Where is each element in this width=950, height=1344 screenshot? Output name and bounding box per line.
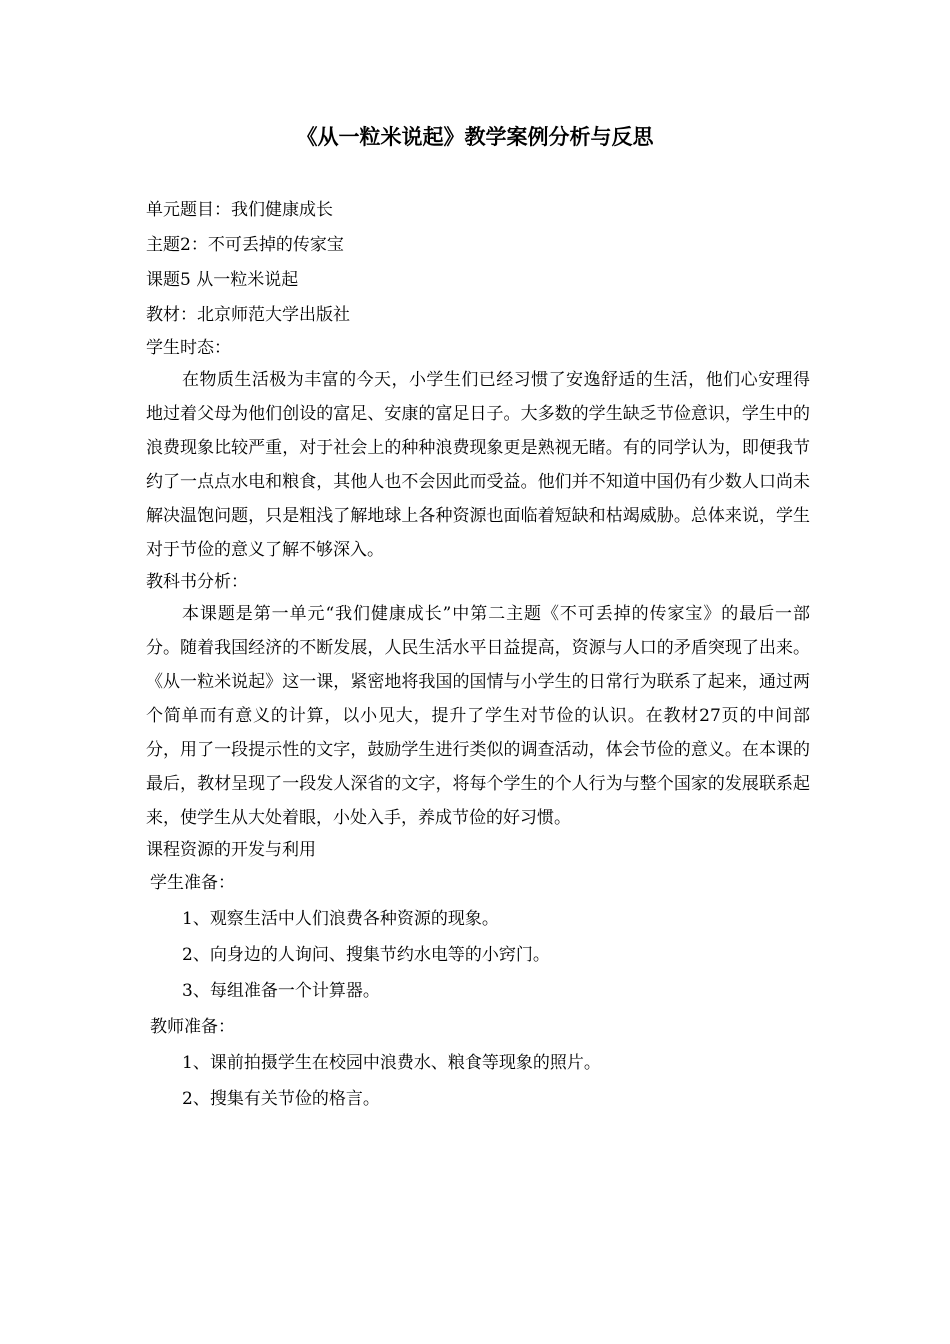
student-prep-item: 3、每组准备一个计算器。 bbox=[182, 981, 380, 1001]
student-state-paragraph: 在物质生活极为丰富的今天，小学生们已经习惯了安逸舒适的生活，他们心安理得地过着父母为他们创设的富足、安康的富足日子。大多数的学生缺乏节俭意识，学生中的浪费现象比较严重，对于社会上的种种浪费现象更是熟视无睹。有的同学认为，即便我节约了一点点水电和粮食，其他人也不会因此而受益。他们并不知道中国仍有少数人口尚未解决温饱问题，只是粗浅了解地球上各种资源也面临着短缺和枯竭威胁。总体来说，学生对于节俭的意义了解不够深入。 bbox=[146, 370, 810, 560]
textbook-line: 教材：北京师范大学出版社 bbox=[146, 305, 350, 325]
textbook-analysis-heading: 教科书分析： bbox=[146, 572, 248, 592]
document-title: 《从一粒米说起》教学案例分析与反思 bbox=[296, 124, 654, 149]
student-state-heading: 学生时态： bbox=[146, 338, 231, 358]
document-body bbox=[146, 193, 810, 1117]
teacher-prep-item: 2、搜集有关节俭的格言。 bbox=[182, 1089, 380, 1109]
student-prep-heading: 学生准备： bbox=[150, 873, 235, 893]
resources-heading: 课程资源的开发与利用 bbox=[146, 840, 316, 860]
teacher-prep-item: 1、课前拍摄学生在校园中浪费水、粮食等现象的照片。 bbox=[182, 1053, 601, 1073]
lesson-line: 课题5 从一粒米说起 bbox=[146, 270, 299, 290]
theme-line: 主题2：不可丢掉的传家宝 bbox=[146, 235, 344, 255]
teacher-prep-heading: 教师准备： bbox=[150, 1017, 235, 1037]
student-prep-item: 2、向身边的人询问、搜集节约水电等的小窍门。 bbox=[182, 945, 550, 965]
unit-line: 单元题目：我们健康成长 bbox=[146, 200, 333, 220]
student-prep-item: 1、观察生活中人们浪费各种资源的现象。 bbox=[182, 909, 499, 929]
textbook-analysis-paragraph: 本课题是第一单元“我们健康成长”中第二主题《不可丢掉的传家宝》的最后一部分。随着我国经济的不断发展，人民生活水平日益提高，资源与人口的矛盾突现了出来。《从一粒米说起》这一课，紧密地将我国的国情与小学生的日常行为联系了起来，通过两个简单而有意义的计算，以小见大，提升了学生对节俭的认识。在教材27页的中间部分，用了一段提示性的文字，鼓励学生进行类似的调查活动，体会节俭的意义。在本课的最后，教材呈现了一段发人深省的文字，将每个学生的个人行为与整个国家的发展联系起来，使学生从大处着眼，小处入手，养成节俭的好习惯。 bbox=[146, 604, 810, 828]
